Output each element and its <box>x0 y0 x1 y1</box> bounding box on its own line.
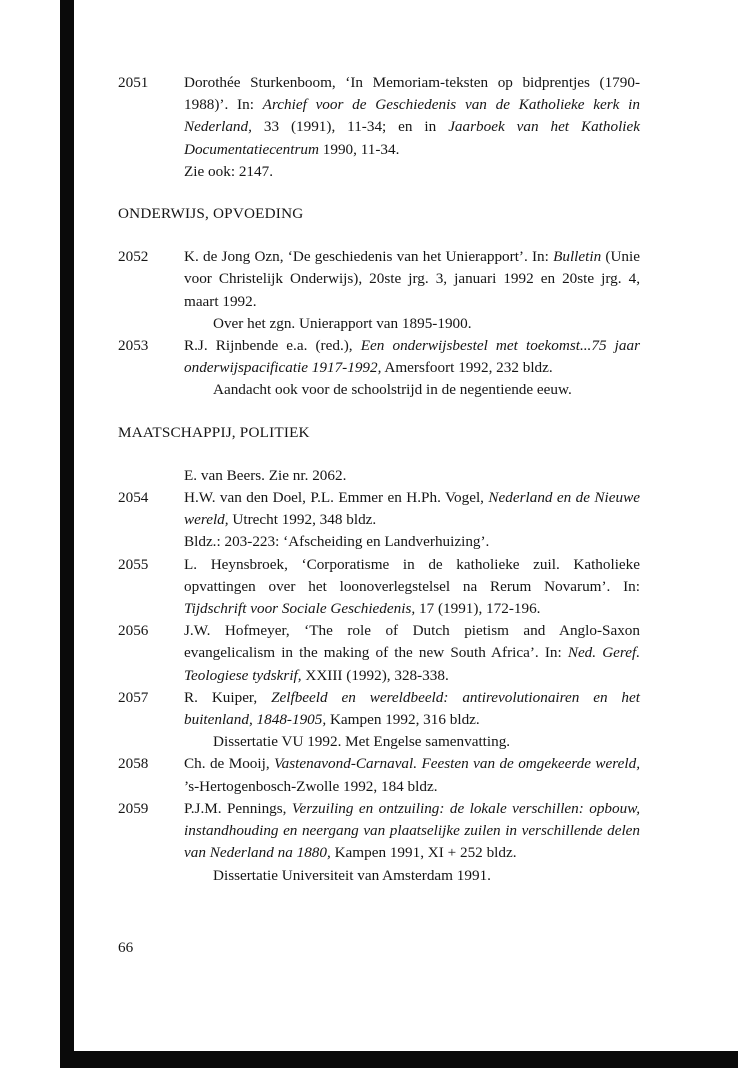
entry-citation <box>184 687 640 731</box>
citation-text: XXIII (1992), 328-338. <box>301 666 449 684</box>
bibliography-entry <box>118 246 640 335</box>
citation-title: Jaarboek van het Katholiek Documentatiecentrum <box>184 118 641 158</box>
entry-body <box>184 246 640 335</box>
bibliography-entry <box>118 335 640 402</box>
entry-citation <box>184 487 640 531</box>
entry-body <box>184 72 640 183</box>
citation-title: Verzuiling en ontzuiling: de lokale verschillen: opbouw, instandhouding en neergang van plaatselijke zuilen in verschillende delen van Nederland na 1880, <box>184 799 640 862</box>
citation-title: Nederland en de Nieuwe wereld, <box>184 489 640 529</box>
citation-text: 33 (1991), 11-34; en in <box>251 118 449 136</box>
entry-annotation: Dissertatie VU 1992. Met Engelse samenvatting. <box>213 733 511 751</box>
citation-text: J.W. Hofmeyer, ‘The role of Dutch pietism and Anglo-Saxon evangelicalism in the making of the new South Africa’. In: <box>184 622 640 662</box>
citation-title: Vastenavond-Carnaval. Feesten van de omgekeerde wereld, <box>274 755 640 773</box>
entry-number: 2052 <box>118 248 149 266</box>
entry-annotation: Bldz.: 203-223: ‘Afscheiding en Landverhuizing’. <box>184 533 490 551</box>
citation-text: 17 (1991), 172-196. <box>415 600 541 618</box>
entry-body <box>184 798 640 887</box>
citation-text: Dorothée Sturkenboom, ‘In Memoriam-teksten op bidprentjes (1790-1988)’. In: <box>184 74 640 114</box>
entry-citation <box>184 72 640 161</box>
bibliography-entry <box>118 687 640 754</box>
entry-number: 2059 <box>118 799 149 817</box>
cross-reference: E. van Beers. Zie nr. 2062. <box>184 466 347 484</box>
page-number: 66 <box>118 939 134 956</box>
entry-annotation: Aandacht ook voor de schoolstrijd in de negentiende eeuw. <box>213 381 572 399</box>
bibliography-entry <box>118 72 640 183</box>
citation-text: Utrecht 1992, 348 bldz. <box>228 511 377 529</box>
citation-text: Kampen 1992, 316 bldz. <box>326 711 480 729</box>
entry-body <box>184 554 640 621</box>
citation-text: K. de Jong Ozn, ‘De geschiedenis van het Unierapport’. In: <box>184 248 554 266</box>
bibliography-entry <box>118 798 640 887</box>
bibliography-entry <box>118 554 640 621</box>
citation-text: H.W. van den Doel, P.L. Emmer en H.Ph. Vogel, <box>184 489 489 507</box>
entry-number: 2051 <box>118 74 149 91</box>
citation-text: R.J. Rijnbende e.a. (red.), <box>184 337 361 355</box>
section-heading: MAATSCHAPPIJ, POLITIEK <box>118 423 310 441</box>
citation-title: Zelfbeeld en wereldbeeld: antirevolutionairen en het buitenland, 1848-1905, <box>184 688 640 729</box>
bibliography-entry <box>118 620 640 687</box>
entry-body <box>184 620 640 687</box>
entry-citation <box>184 335 640 379</box>
bibliography-entry <box>118 753 640 797</box>
entry-body <box>184 335 640 402</box>
entry-number: 2056 <box>118 622 149 640</box>
bibliography-page <box>118 72 640 887</box>
citation-title: Archief voor de Geschiedenis van de Katholieke kerk in Nederland, <box>184 96 640 136</box>
citation-title: Tijdschrift voor Sociale Geschiedenis, <box>184 600 416 618</box>
citation-text: L. Heynsbroek, ‘Corporatisme in de katholieke zuil. Katholieke opvattingen over het loonoverlegstelsel na Rerum Novarum’. In: <box>184 555 640 595</box>
entry-number: 2055 <box>118 555 149 573</box>
citation-title: Ned. Geref. Teologiese tydskrif, <box>184 644 641 684</box>
left-scan-border <box>60 0 74 1068</box>
entry-citation <box>184 246 640 313</box>
entry-number: 2057 <box>118 688 149 706</box>
entry-body <box>184 687 640 754</box>
citation-text: ’s-Hertogenbosch-Zwolle 1992, 184 bldz. <box>184 777 438 795</box>
bibliography-entry <box>118 487 640 554</box>
entry-citation <box>184 620 640 687</box>
entry-number: 2058 <box>118 755 149 773</box>
entry-citation <box>184 753 640 797</box>
citation-text: Amersfoort 1992, 232 bldz. <box>381 359 553 377</box>
entry-number: 2053 <box>118 337 149 355</box>
entry-citation <box>184 554 640 621</box>
citation-text: P.J.M. Pennings, <box>184 799 292 817</box>
entry-annotation: Dissertatie Universiteit van Amsterdam 1991. <box>213 866 491 884</box>
entry-number: 2054 <box>118 489 149 507</box>
citation-text: 1990, 11-34. <box>318 140 400 158</box>
citation-title: Bulletin <box>553 248 602 266</box>
citation-text: R. Kuiper, <box>184 688 272 706</box>
section-heading: ONDERWIJS, OPVOEDING <box>118 205 304 223</box>
citation-text: (Unie voor Christelijk Onderwijs), 20ste jrg. 3, januari 1992 en 20ste jrg. 4, maart 1992. <box>184 248 640 310</box>
entry-body <box>184 487 640 554</box>
entry-annotation: Over het zgn. Unierapport van 1895-1900. <box>213 314 472 332</box>
entry-annotation: Zie ook: 2147. <box>184 162 274 180</box>
citation-title: Een onderwijsbestel met toekomst...75 jaar onderwijspacificatie 1917-1992, <box>184 337 640 377</box>
entry-body <box>184 753 640 797</box>
entry-citation <box>184 798 640 865</box>
bottom-scan-border <box>60 1051 738 1068</box>
citation-text: Ch. de Mooij, <box>184 755 275 773</box>
citation-text: Kampen 1991, XI + 252 bldz. <box>330 844 517 862</box>
